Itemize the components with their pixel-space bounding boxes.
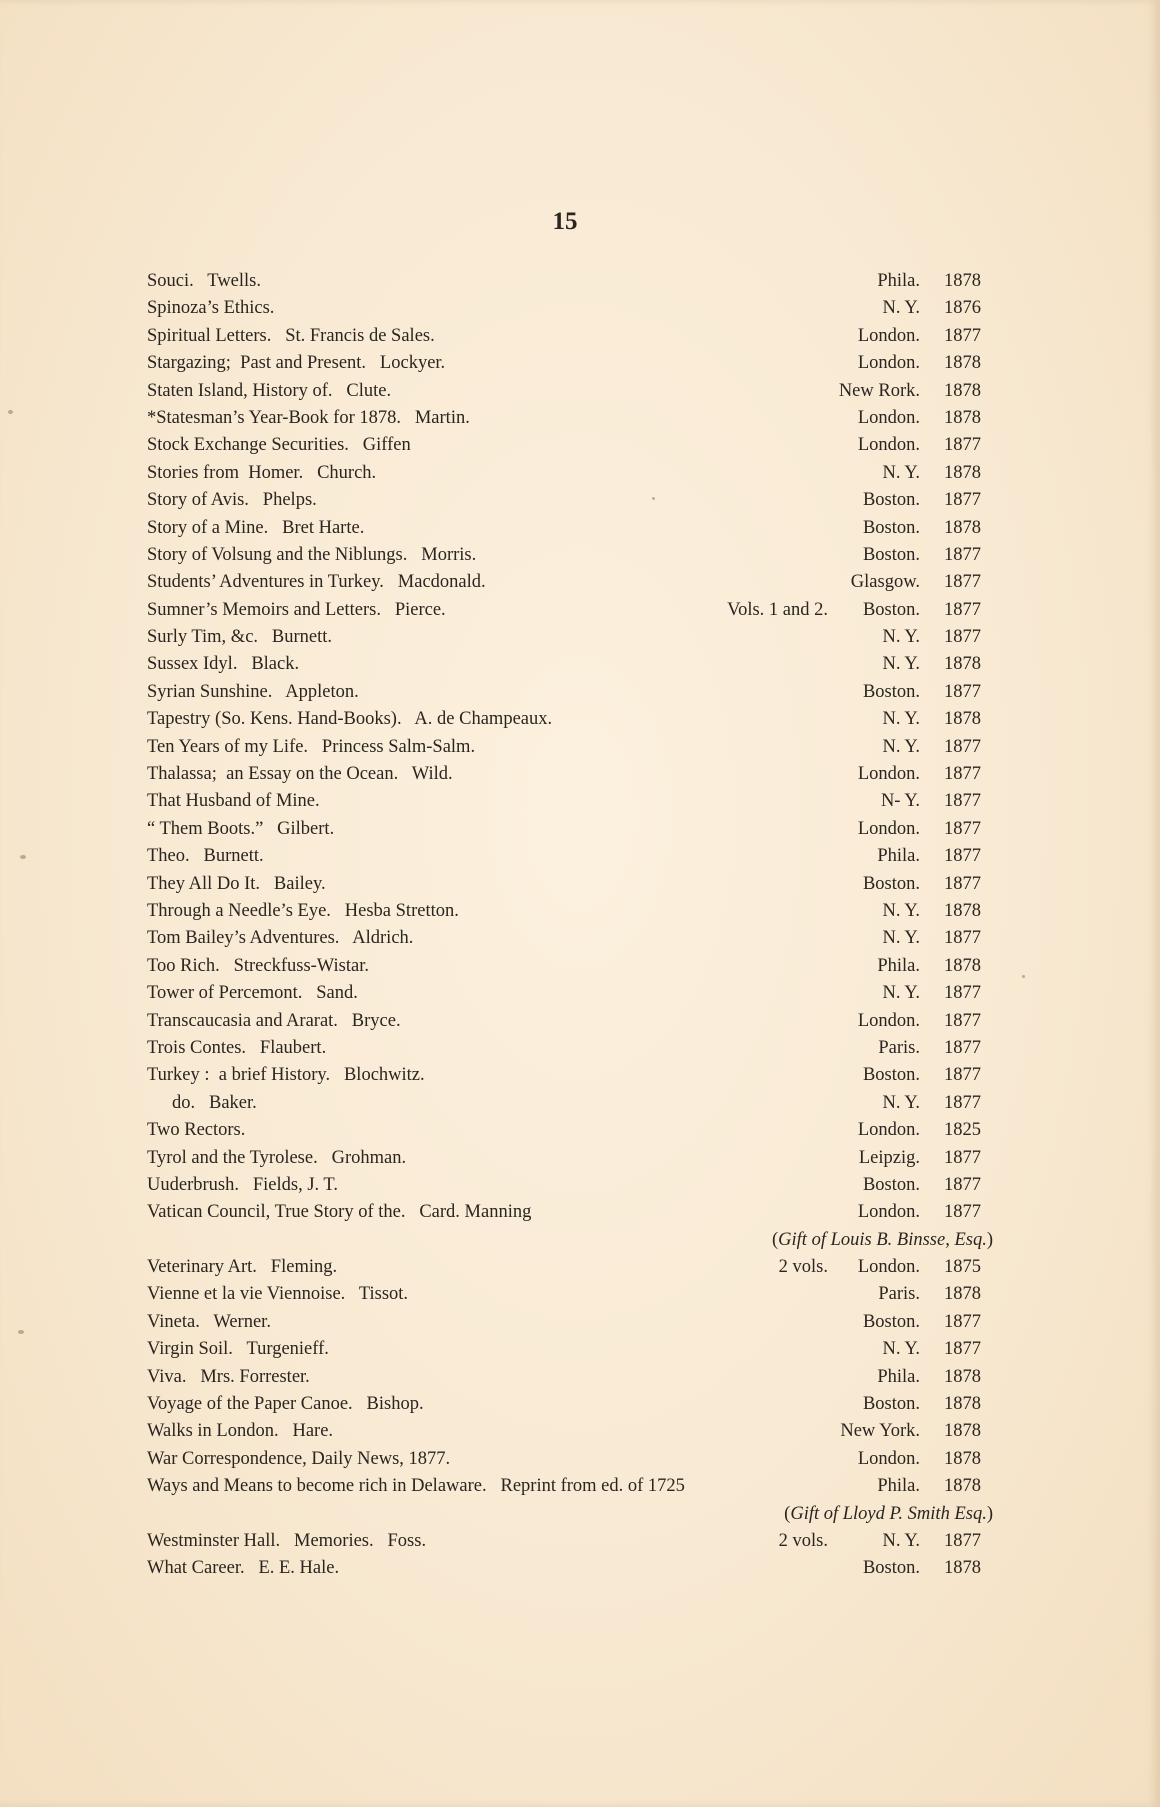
catalogue-entry (0, 624, 1160, 651)
entry-title: Theo. Burnett. (147, 846, 264, 867)
entry-title: Staten Island, History of. Clute. (147, 380, 392, 401)
catalogue-entry (0, 1008, 1160, 1035)
catalogue-entry (0, 378, 1160, 405)
entry-title: Tower of Percemont. Sand. (147, 983, 358, 1004)
entry-place: N. Y. (882, 928, 920, 949)
catalogue-entry (0, 1199, 1160, 1226)
gift-donor: Gift of Lloyd P. Smith Esq. (790, 1503, 987, 1524)
entry-place: London. (857, 353, 920, 374)
entry-place: Boston. (862, 681, 920, 702)
catalogue-entry (0, 515, 1160, 542)
entry-place: N. Y. (882, 1530, 920, 1551)
entry-year: 1878 (944, 1284, 981, 1305)
entry-place: Glasgow. (850, 572, 920, 593)
entry-year: 1878 (944, 654, 981, 675)
entry-place: London. (857, 325, 920, 346)
entry-title: Voyage of the Paper Canoe. Bishop. (147, 1394, 424, 1415)
entry-title: Story of Volsung and the Niblungs. Morris. (147, 544, 477, 565)
entry-note: 2 vols. (778, 1530, 828, 1551)
entry-title: Stargazing; Past and Present. Lockyer. (147, 353, 446, 374)
entry-place: N. Y. (882, 627, 920, 648)
entry-place: N. Y. (882, 983, 920, 1004)
gift-donor: Gift of Louis B. Binsse, Esq. (778, 1229, 987, 1250)
paper-speck (652, 497, 655, 500)
entry-place: Phila. (877, 955, 920, 976)
catalogue-entry (0, 1090, 1160, 1117)
entry-place: London. (857, 1010, 920, 1031)
entry-year: 1878 (944, 271, 981, 291)
catalogue-entry (0, 761, 1160, 788)
entry-title: Souci. Twells. (147, 271, 261, 291)
entry-place: Boston. (862, 1174, 920, 1195)
catalogue-entry (0, 734, 1160, 761)
entry-place: N. Y. (882, 298, 920, 319)
entry-year: 1877 (944, 736, 981, 757)
entry-year: 1877 (944, 435, 981, 456)
entry-title: Uuderbrush. Fields, J. T. (147, 1174, 338, 1195)
entry-title: War Correspondence, Daily News, 1877. (147, 1448, 451, 1469)
entry-title: “ Them Boots.” Gilbert. (147, 818, 335, 839)
entry-title: *Statesman’s Year-Book for 1878. Martin. (147, 407, 470, 428)
entry-place: Phila. (877, 846, 920, 867)
entry-title: Through a Needle’s Eye. Hesba Stretton. (147, 900, 459, 921)
entry-title: Ways and Means to become rich in Delaware. Reprint from ed. of 1725 (147, 1476, 685, 1497)
entry-place: N. Y. (882, 1092, 920, 1113)
entry-place: London. (857, 1120, 920, 1141)
gift-text: (Gift of Louis B. Binsse, Esq.) (772, 1229, 993, 1250)
entry-year: 1877 (944, 764, 981, 785)
catalogue-entry (0, 1473, 1160, 1500)
catalogue-entry (0, 871, 1160, 898)
entry-title: Tyrol and the Tyrolese. Grohman. (147, 1147, 407, 1168)
entry-place: London. (857, 764, 920, 785)
entry-title: Sumner’s Memoirs and Letters. Pierce. (147, 599, 446, 620)
entry-title: Students’ Adventures in Turkey. Macdonald. (147, 572, 486, 593)
entry-title: Thalassa; an Essay on the Ocean. Wild. (147, 764, 453, 785)
catalogue-entry (0, 405, 1160, 432)
entry-place: N. Y. (882, 654, 920, 675)
gift-text: (Gift of Lloyd P. Smith Esq.) (784, 1503, 993, 1524)
entry-place: N. Y. (882, 1339, 920, 1360)
catalogue-entry (0, 542, 1160, 569)
catalogue-entry (0, 1281, 1160, 1308)
entry-title: Westminster Hall. Memories. Foss. (147, 1530, 427, 1551)
entry-year: 1877 (944, 490, 981, 511)
entry-year: 1877 (944, 544, 981, 565)
entry-title: That Husband of Mine. (147, 791, 320, 812)
entry-title: Sussex Idyl. Black. (147, 654, 300, 675)
paper-speck (18, 1330, 24, 1334)
entry-place: London. (857, 818, 920, 839)
entry-place: N. Y. (882, 900, 920, 921)
catalogue-entry (0, 1309, 1160, 1336)
entry-place: Boston. (862, 1065, 920, 1086)
entry-place: Boston. (862, 1558, 920, 1579)
entry-place: Boston. (862, 544, 920, 565)
entry-year: 1877 (944, 1147, 981, 1168)
entry-year: 1878 (944, 1558, 981, 1579)
entry-year: 1878 (944, 353, 981, 374)
entry-year: 1878 (944, 1394, 981, 1415)
entry-year: 1877 (944, 846, 981, 867)
entry-year: 1825 (944, 1120, 981, 1141)
catalogue-entry (0, 1254, 1160, 1281)
entry-year: 1877 (944, 627, 981, 648)
entry-place: Boston. (862, 517, 920, 538)
paper-speck (20, 855, 26, 859)
gift-note (0, 1227, 1160, 1254)
catalogue-entry (0, 1364, 1160, 1391)
entry-place: Paris. (878, 1037, 920, 1058)
entry-year: 1878 (944, 517, 981, 538)
catalogue-entry (0, 295, 1160, 322)
entry-year: 1877 (944, 1202, 981, 1223)
entry-place: Paris. (878, 1284, 920, 1305)
entry-year: 1877 (944, 983, 981, 1004)
entry-title: Vienne et la vie Viennoise. Tissot. (147, 1284, 409, 1305)
catalogue-entry (0, 953, 1160, 980)
entry-place: Boston. (862, 599, 920, 620)
catalogue-entries (0, 268, 1160, 1583)
entry-place: London. (857, 1257, 920, 1278)
entry-title: Transcaucasia and Ararat. Bryce. (147, 1010, 401, 1031)
entry-year: 1877 (944, 928, 981, 949)
catalogue-entry (0, 1446, 1160, 1473)
entry-year: 1878 (944, 462, 981, 483)
catalogue-entry (0, 925, 1160, 952)
entry-title: Walks in London. Hare. (147, 1421, 334, 1442)
catalogue-entry (0, 350, 1160, 377)
entry-title: Vatican Council, True Story of the. Card. Manning (147, 1202, 532, 1223)
entry-place: Boston. (862, 1311, 920, 1332)
entry-year: 1878 (944, 380, 981, 401)
entry-place: Phila. (877, 1366, 920, 1387)
entry-title: Ten Years of my Life. Princess Salm-Salm. (147, 736, 476, 757)
catalogue-entry (0, 1336, 1160, 1363)
catalogue-entry (0, 460, 1160, 487)
entry-note: 2 vols. (778, 1257, 828, 1278)
entry-year: 1875 (944, 1257, 981, 1278)
entry-title: Tom Bailey’s Adventures. Aldrich. (147, 928, 414, 949)
entry-title: Spiritual Letters. St. Francis de Sales. (147, 325, 435, 346)
entry-place: Boston. (862, 873, 920, 894)
catalogue-entry (0, 1035, 1160, 1062)
paper-speck (8, 410, 13, 414)
entry-year: 1877 (944, 1065, 981, 1086)
entry-year: 1876 (944, 298, 981, 319)
entry-year: 1878 (944, 1448, 981, 1469)
entry-year: 1877 (944, 1092, 981, 1113)
entry-year: 1877 (944, 1339, 981, 1360)
entry-place: London. (857, 1202, 920, 1223)
catalogue-entry (0, 1145, 1160, 1172)
page-number: 15 (552, 208, 578, 235)
entry-year: 1877 (944, 1037, 981, 1058)
entry-title: Surly Tim, &c. Burnett. (147, 627, 333, 648)
entry-year: 1877 (944, 1530, 981, 1551)
entry-year: 1877 (944, 873, 981, 894)
entry-place: Phila. (877, 271, 920, 291)
entry-place: Boston. (862, 1394, 920, 1415)
entry-place: London. (857, 1448, 920, 1469)
entry-place: Leipzig. (858, 1147, 920, 1168)
entry-year: 1877 (944, 572, 981, 593)
entry-title: Trois Contes. Flaubert. (147, 1037, 327, 1058)
catalogue-entry (0, 569, 1160, 596)
entry-title: Tapestry (So. Kens. Hand-Books). A. de Champeaux. (147, 709, 553, 730)
catalogue-entry (0, 268, 1160, 295)
entry-title: Two Rectors. (147, 1120, 246, 1141)
entry-title: Spinoza’s Ethics. (147, 298, 275, 319)
entry-year: 1878 (944, 709, 981, 730)
entry-year: 1877 (944, 325, 981, 346)
entry-place: N. Y. (882, 736, 920, 757)
entry-title: Story of Avis. Phelps. (147, 490, 317, 511)
catalogue-entry (0, 788, 1160, 815)
entry-year: 1877 (944, 791, 981, 812)
catalogue-entry (0, 1172, 1160, 1199)
entry-title: Too Rich. Streckfuss-Wistar. (147, 955, 369, 976)
entry-year: 1877 (944, 599, 981, 620)
entry-place: New Rork. (838, 380, 920, 401)
catalogue-entry (0, 1117, 1160, 1144)
entry-place: London. (857, 435, 920, 456)
entry-title: Virgin Soil. Turgenieff. (147, 1339, 329, 1360)
entry-year: 1878 (944, 955, 981, 976)
catalogue-entry (0, 980, 1160, 1007)
entry-title: Veterinary Art. Fleming. (147, 1257, 338, 1278)
entry-place: Phila. (877, 1476, 920, 1497)
catalogue-entry (0, 651, 1160, 678)
catalogue-entry (0, 1391, 1160, 1418)
entry-place: London. (857, 407, 920, 428)
catalogue-entry (0, 487, 1160, 514)
catalogue-entry (0, 1418, 1160, 1445)
entry-year: 1878 (944, 1421, 981, 1442)
catalogue-entry (0, 679, 1160, 706)
entry-year: 1878 (944, 407, 981, 428)
entry-year: 1877 (944, 1174, 981, 1195)
entry-note: Vols. 1 and 2. (727, 599, 828, 620)
entry-year: 1877 (944, 818, 981, 839)
catalogue-entry (0, 843, 1160, 870)
entry-year: 1878 (944, 1366, 981, 1387)
entry-title: do. Baker. (172, 1092, 257, 1113)
entry-title: Stories from Homer. Church. (147, 462, 377, 483)
entry-title: Stock Exchange Securities. Giffen (147, 435, 411, 456)
entry-year: 1877 (944, 681, 981, 702)
entry-title: Story of a Mine. Bret Harte. (147, 517, 365, 538)
paper-speck (1022, 975, 1025, 978)
entry-place: Boston. (862, 490, 920, 511)
entry-place: N- Y. (880, 791, 920, 812)
entry-title: Syrian Sunshine. Appleton. (147, 681, 359, 702)
entry-year: 1878 (944, 1476, 981, 1497)
entry-title: What Career. E. E. Hale. (147, 1558, 340, 1579)
entry-place: New York. (840, 1421, 920, 1442)
catalogue-entry (0, 706, 1160, 733)
catalogue-entry (0, 1528, 1160, 1555)
catalogue-entry (0, 432, 1160, 459)
entry-title: Viva. Mrs. Forrester. (147, 1366, 310, 1387)
entry-place: N. Y. (882, 709, 920, 730)
entry-year: 1877 (944, 1311, 981, 1332)
catalogue-entry (0, 597, 1160, 624)
catalogue-entry (0, 1555, 1160, 1582)
entry-title: They All Do It. Bailey. (147, 873, 326, 894)
entry-year: 1878 (944, 900, 981, 921)
entry-year: 1877 (944, 1010, 981, 1031)
catalogue-entry (0, 816, 1160, 843)
entry-place: N. Y. (882, 462, 920, 483)
entry-title: Vineta. Werner. (147, 1311, 271, 1332)
catalogue-entry (0, 323, 1160, 350)
entry-title: Turkey : a brief History. Blochwitz. (147, 1065, 425, 1086)
catalogue-entry (0, 898, 1160, 925)
catalogue-entry (0, 1062, 1160, 1089)
gift-note (0, 1501, 1160, 1528)
